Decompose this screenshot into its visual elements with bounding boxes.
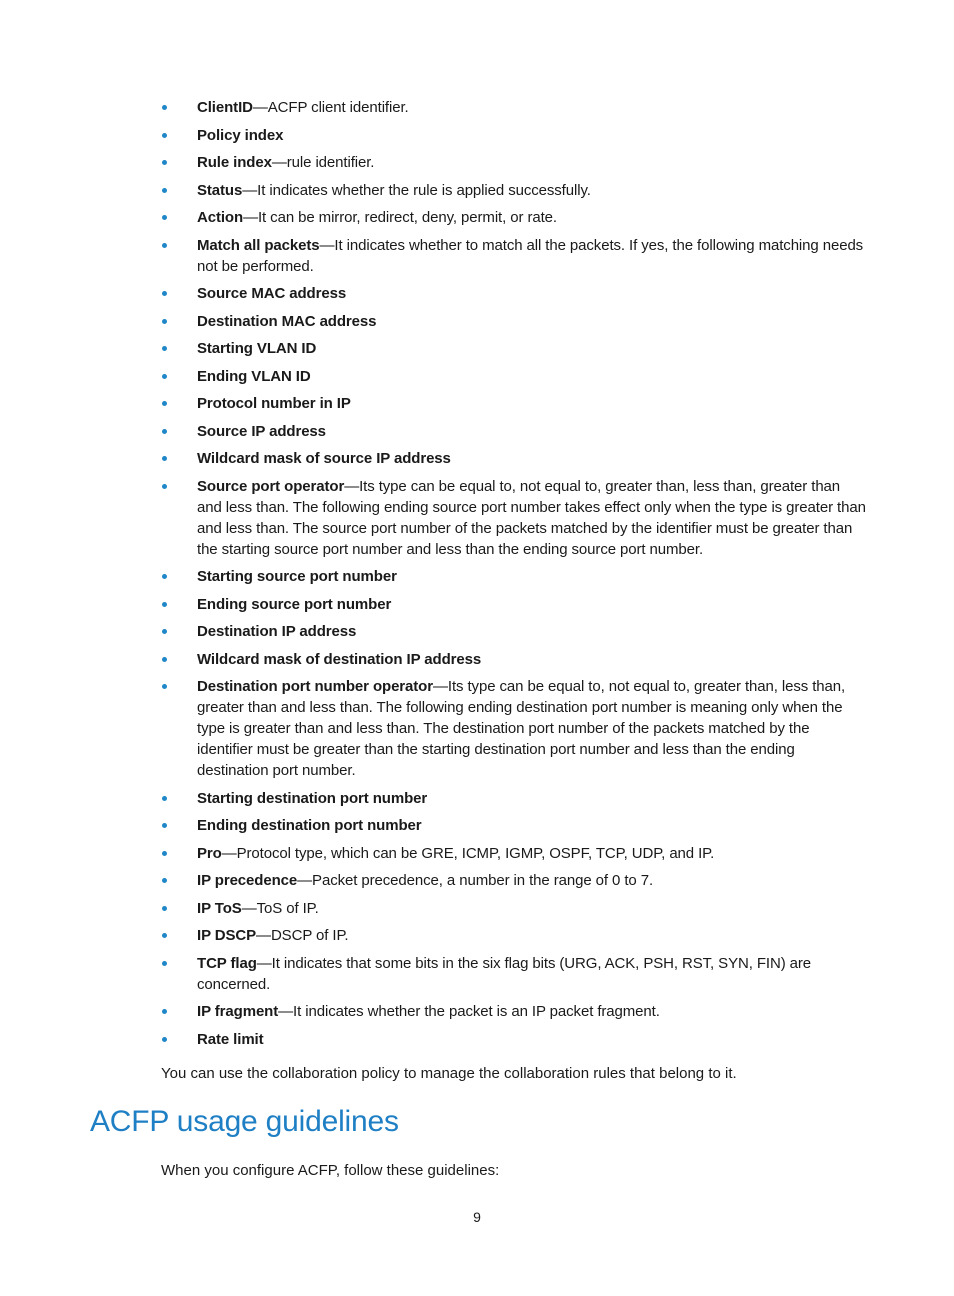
item-term: Starting VLAN ID <box>197 340 317 357</box>
bullet-icon <box>162 484 167 489</box>
item-description: —It indicates whether the rule is applied successfully. <box>242 181 591 199</box>
item-term: Ending destination port number <box>197 817 422 834</box>
list-item <box>161 788 866 809</box>
list-item <box>161 476 866 560</box>
item-term: Source MAC address <box>197 285 347 302</box>
item-term: Destination IP address <box>197 623 357 640</box>
item-description: —Its type can be equal to, not equal to, greater than, less than, greater than and less than. The following ending destination port number is meaning only when the type is greater than and less than. The destination port number of the packets matched by the identifier must be greater than the starting destination port number and less than the ending destination port number. <box>197 678 846 779</box>
list-item <box>161 338 866 359</box>
list-item <box>161 566 866 587</box>
bullet-icon <box>162 933 167 938</box>
bullet-icon <box>162 657 167 662</box>
list-item <box>161 898 866 919</box>
bullet-icon <box>162 374 167 379</box>
item-term: Source port operator <box>197 477 345 495</box>
list-item <box>161 283 866 304</box>
item-description: —It indicates whether the packet is an IP packet fragment. <box>278 1003 660 1020</box>
bullet-icon <box>162 401 167 406</box>
list-item <box>161 448 866 469</box>
list-item <box>161 676 866 781</box>
field-description-list <box>161 97 866 1056</box>
item-description: —It indicates that some bits in the six flag bits (URG, ACK, PSH, RST, SYN, FIN) are concerned. <box>197 954 812 993</box>
bullet-icon <box>162 684 167 689</box>
item-description: —Packet precedence, a number in the range of 0 to 7. <box>297 872 654 889</box>
bullet-icon <box>162 291 167 296</box>
bullet-icon <box>162 456 167 461</box>
bullet-icon <box>162 961 167 966</box>
bullet-icon <box>162 602 167 607</box>
list-item <box>161 421 866 442</box>
bullet-icon <box>162 346 167 351</box>
list-item <box>161 152 866 173</box>
item-term: Protocol number in IP <box>197 395 351 412</box>
list-item <box>161 366 866 387</box>
intro-paragraph: When you configure ACFP, follow these guidelines: <box>161 1162 500 1179</box>
list-item <box>161 311 866 332</box>
bullet-icon <box>162 878 167 883</box>
list-item <box>161 843 866 864</box>
list-item <box>161 180 866 201</box>
section-heading: ACFP usage guidelines <box>90 1105 399 1138</box>
item-term: IP precedence <box>197 872 298 889</box>
list-item <box>161 235 866 277</box>
bullet-icon <box>162 906 167 911</box>
list-item <box>161 125 866 146</box>
closing-paragraph: You can use the collaboration policy to manage the collaboration rules that belong to it. <box>161 1065 737 1082</box>
item-term: Policy index <box>197 126 284 144</box>
item-term: Match all packets <box>197 236 320 254</box>
list-item <box>161 815 866 836</box>
item-term: IP fragment <box>197 1003 279 1020</box>
item-term: Status <box>197 181 243 199</box>
item-description: —rule identifier. <box>271 154 375 171</box>
list-item <box>161 649 866 670</box>
bullet-icon <box>162 105 167 110</box>
bullet-icon <box>162 629 167 634</box>
list-item <box>161 953 866 995</box>
item-term: Rate limit <box>197 1030 264 1048</box>
item-term: Destination MAC address <box>197 312 377 330</box>
bullet-icon <box>162 133 167 138</box>
item-description: —Its type can be equal to, not equal to, greater than, less than, greater than and less than. The following ending source port number takes effect only when the type is greater than and less than. The source port number of the packets matched by the identifier must be greater than the starting source port number and less than the ending source port number. <box>197 477 866 558</box>
item-term: Ending source port number <box>197 595 392 613</box>
bullet-icon <box>162 823 167 828</box>
item-term: Action <box>197 209 244 226</box>
item-description: —Protocol type, which can be GRE, ICMP, IGMP, OSPF, TCP, UDP, and IP. <box>221 844 715 862</box>
item-term: Rule index <box>197 154 272 171</box>
list-item <box>161 621 866 642</box>
bullet-icon <box>162 188 167 193</box>
bullet-icon <box>162 243 167 248</box>
bullet-icon <box>162 160 167 165</box>
list-item <box>161 393 866 414</box>
bullet-icon <box>162 1009 167 1014</box>
item-term: Starting source port number <box>197 568 397 585</box>
list-item <box>161 207 866 228</box>
bullet-icon <box>162 796 167 801</box>
bullet-icon <box>162 215 167 220</box>
item-description: —DSCP of IP. <box>256 927 349 944</box>
item-description: —It indicates whether to match all the packets. If yes, the following matching needs not be performed. <box>197 236 864 275</box>
item-term: Starting destination port number <box>197 789 428 807</box>
page-number: 9 <box>473 1209 481 1225</box>
list-item <box>161 1029 866 1050</box>
bullet-icon <box>162 319 167 324</box>
list-item <box>161 925 866 946</box>
item-term: Destination port number operator <box>197 678 433 695</box>
item-term: Pro <box>197 844 222 862</box>
list-item <box>161 97 866 118</box>
item-description: —ToS of IP. <box>241 899 319 917</box>
item-term: Wildcard mask of source IP address <box>197 450 451 467</box>
item-term: Source IP address <box>197 422 326 440</box>
item-description: —ACFP client identifier. <box>252 99 409 116</box>
list-item <box>161 1001 866 1022</box>
bullet-icon <box>162 851 167 856</box>
list-item <box>161 870 866 891</box>
list-item <box>161 594 866 615</box>
item-term: TCP flag <box>197 954 257 972</box>
item-term: Wildcard mask of destination IP address <box>197 650 482 668</box>
item-term: ClientID <box>197 99 253 116</box>
item-term: IP ToS <box>197 899 242 917</box>
item-term: IP DSCP <box>197 927 257 944</box>
bullet-icon <box>162 1037 167 1042</box>
bullet-icon <box>162 574 167 579</box>
bullet-icon <box>162 429 167 434</box>
item-term: Ending VLAN ID <box>197 367 311 385</box>
item-description: —It can be mirror, redirect, deny, permit, or rate. <box>243 209 557 226</box>
